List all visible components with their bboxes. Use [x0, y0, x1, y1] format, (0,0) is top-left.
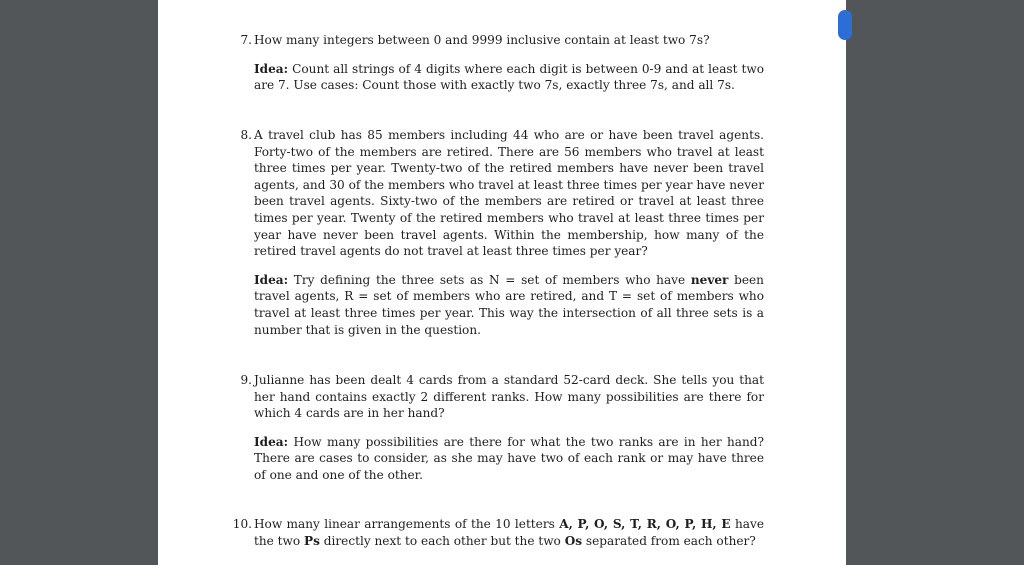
problem-idea	[254, 434, 764, 484]
problem-idea	[254, 61, 764, 94]
idea-label: Idea:	[254, 61, 289, 76]
problem-question: A travel club has 85 members including 44 who are or have been travel agents. Forty-two of the members are retired. There are 56 members who travel at least three times per year. Twenty-two of the retired members have never been travel agents, and 30 of the members who travel at least three times per year have never been travel agents. Sixty-two of the members are retired or travel at least three times per year. Twenty of the retired members who travel at least three times per year have never been travel agents. Within the membership, how many of the retired travel agents do not travel at least three times per year?	[254, 128, 764, 259]
problem-8	[240, 127, 764, 338]
problem-question: Julianne has been dealt 4 cards from a standard 52-card deck. She tells you that her hand contains exactly 2 different ranks. How many possibilities are there for which 4 cards are in her hand?	[254, 373, 764, 421]
problem-question	[254, 516, 764, 549]
problem-idea	[254, 272, 764, 338]
idea-text: How many possibilities are there for what the two ranks are in her hand? There are cases to consider, as she may have two of each rank or may have three of one and one of the other.	[254, 434, 764, 482]
question-part1: How many linear arrangements of the 10 letters	[254, 517, 555, 531]
scroll-indicator[interactable]	[838, 10, 852, 40]
question-part2: have the two	[254, 517, 764, 548]
question-part3: directly next to each other but the two	[323, 533, 561, 548]
idea-emphasis: never	[690, 272, 729, 287]
idea-text: Count all strings of 4 digits where each digit is between 0-9 and at least two are 7. Use cases: Count those with exactly two 7s, exactly three 7s, and all 7s.	[254, 61, 764, 93]
problem-10	[232, 516, 764, 549]
problem-7	[240, 32, 764, 94]
letter-ps: Ps	[304, 533, 320, 548]
idea-label: Idea:	[254, 272, 289, 287]
letters-list: A, P, O, S, T, R, O, P, H, E	[559, 517, 731, 531]
problem-number: 9.	[240, 373, 252, 387]
idea-text-part1: Try defining the three sets as N = set of members who have	[293, 272, 686, 287]
idea-label: Idea:	[254, 434, 289, 449]
idea-text-part2: been travel agents, R = set of members who are retired, and T = set of members who travel at least three times per year. This way the intersection of all three sets is a number that is given in the question.	[254, 272, 764, 337]
problem-number: 7.	[240, 33, 252, 47]
question-part4: separated from each other?	[585, 533, 756, 548]
letter-os: Os	[564, 533, 583, 548]
problem-9	[240, 372, 764, 484]
problem-number: 8.	[240, 128, 252, 142]
document-page	[158, 0, 846, 565]
problem-number: 10.	[232, 517, 252, 531]
problem-question: How many integers between 0 and 9999 inclusive contain at least two 7s?	[254, 33, 710, 47]
